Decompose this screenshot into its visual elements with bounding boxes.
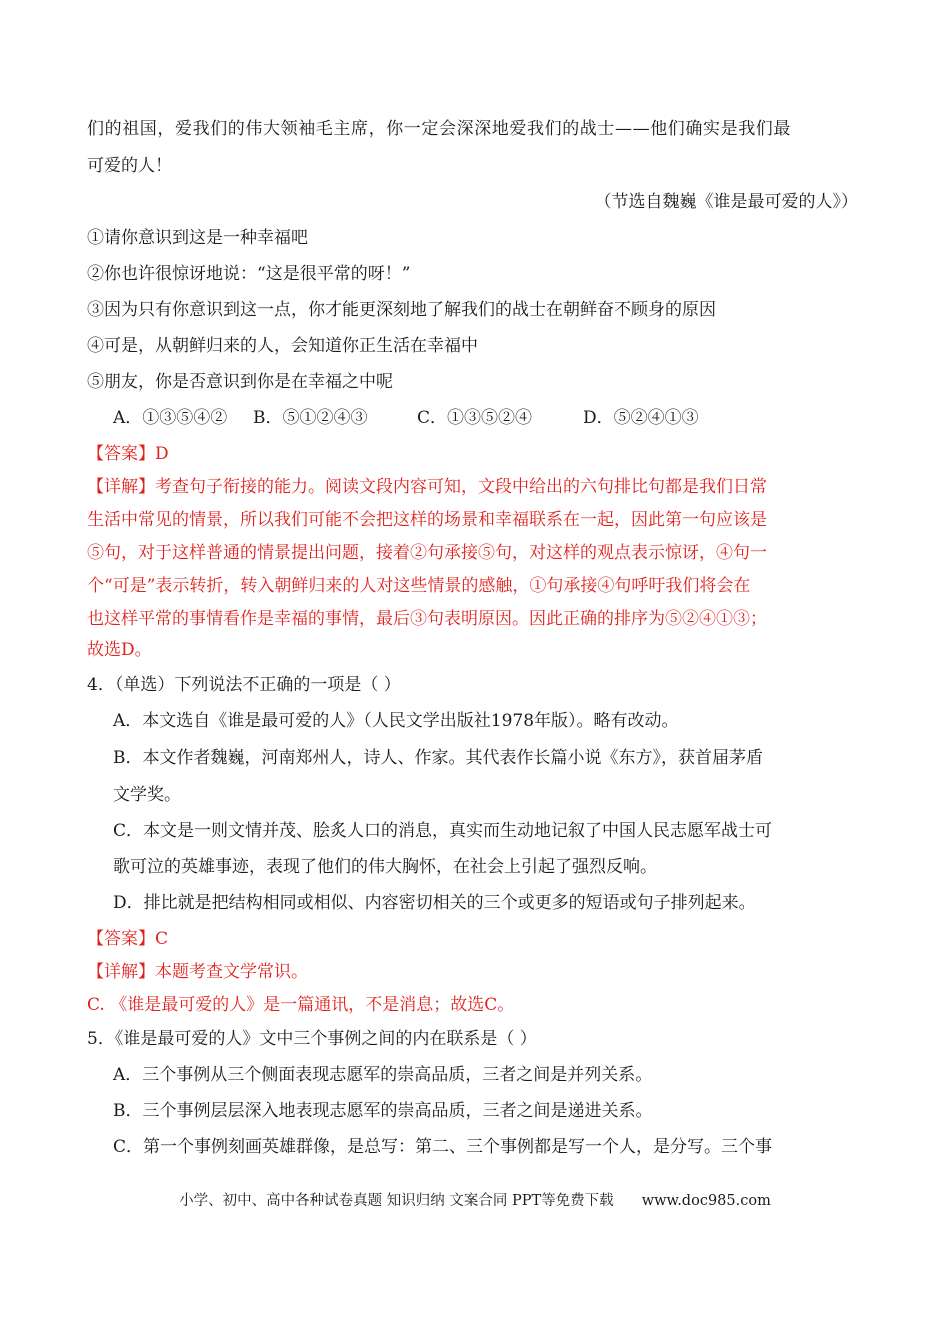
q3-options [113,406,699,430]
footer-text: 小学、初中、高中各种试卷真题 知识归纳 文案合同 PPT等免费下载 [179,1193,614,1209]
sentence-item: ①请你意识到这是一种幸福吧 [87,228,308,248]
q4-option-continued: 文学奖。 [113,785,181,805]
sentence-item: ③因为只有你意识到这一点，你才能更深刻地了解我们的战士在朝鲜奋不顾身的原因 [87,300,716,320]
q3-answer: 【答案】D [87,444,169,464]
q3-option-d: D．⑤②④①③ [583,408,699,428]
q3-option-b: B．⑤①②④③ [253,408,368,428]
q3-explain-line: 故选D。 [87,640,152,660]
q4-explain-line: C. 《谁是最可爱的人》是一篇通讯，不是消息；故选C。 [87,995,515,1015]
footer-website-link[interactable]: www.doc985.com [641,1193,771,1209]
q3-option-a: A．①③⑤④② [113,408,228,428]
q4-option: C．本文是一则文情并茂、脍炙人口的消息，真实而生动地记叙了中国人民志愿军战士可 [113,821,773,841]
q3-explain-line: 也这样平常的事情看作是幸福的事情，最后③句表明原因。因此正确的排序为⑤②④①③； [87,609,767,629]
q3-explain-line: 个“可是”表示转折，转入朝鲜归来的人对这些情景的感触，①句承接④句呼吁我们将会在 [87,576,751,596]
page-footer [0,1190,950,1212]
q4-explain-line: 【详解】本题考查文学常识。 [87,962,308,982]
q3-explain-line: 生活中常见的情景，所以我们可能不会把这样的场景和幸福联系在一起，因此第一句应该是 [87,510,767,530]
q5-option: C．第一个事例刻画英雄群像，是总写：第二、三个事例都是写一个人，是分写。三个事 [113,1137,773,1157]
q5-option: A．三个事例从三个侧面表现志愿军的崇高品质，三者之间是并列关系。 [113,1065,653,1085]
passage-source: （节选自魏巍《谁是最可爱的人》） [594,192,858,212]
q4-option: A．本文选自《谁是最可爱的人》（人民文学出版社1978年版）。略有改动。 [113,711,679,731]
q5-stem: 5．《谁是最可爱的人》文中三个事例之间的内在联系是（ ） [87,1029,537,1049]
passage-line: 们的祖国，爱我们的伟大领袖毛主席，你一定会深深地爱我们的战士——他们确实是我们最 [87,119,791,139]
q4-answer: 【答案】C [87,929,169,949]
q5-option: B．三个事例层层深入地表现志愿军的崇高品质，三者之间是递进关系。 [113,1101,653,1121]
sentence-item: ⑤朋友，你是否意识到你是在幸福之中呢 [87,372,393,392]
sentence-item: ④可是，从朝鲜归来的人，会知道你正生活在幸福中 [87,336,478,356]
passage-line: 可爱的人！ [87,156,172,176]
q4-option-continued: 歌可泣的英雄事迹，表现了他们的伟大胸怀，在社会上引起了强烈反响。 [113,857,657,877]
sentence-item: ②你也许很惊讶地说：“这是很平常的呀！” [87,264,411,284]
q4-option: B．本文作者魏巍，河南郑州人，诗人、作家。其代表作长篇小说《东方》，获首届茅盾 [113,748,763,768]
q3-explain-line: ⑤句，对于这样普通的情景提出问题，接着②句承接⑤句，对这样的观点表示惊讶，④句一 [87,543,767,563]
q3-explain-line: 【详解】考查句子衔接的能力。阅读文段内容可知，文段中给出的六句排比句都是我们日常 [87,477,767,497]
q4-stem: 4．（单选）下列说法不正确的一项是（ ） [87,675,401,695]
q4-option: D．排比就是把结构相同或相似、内容密切相关的三个或更多的短语或句子排列起来。 [113,893,756,913]
q3-option-c: C．①③⑤②④ [417,408,533,428]
